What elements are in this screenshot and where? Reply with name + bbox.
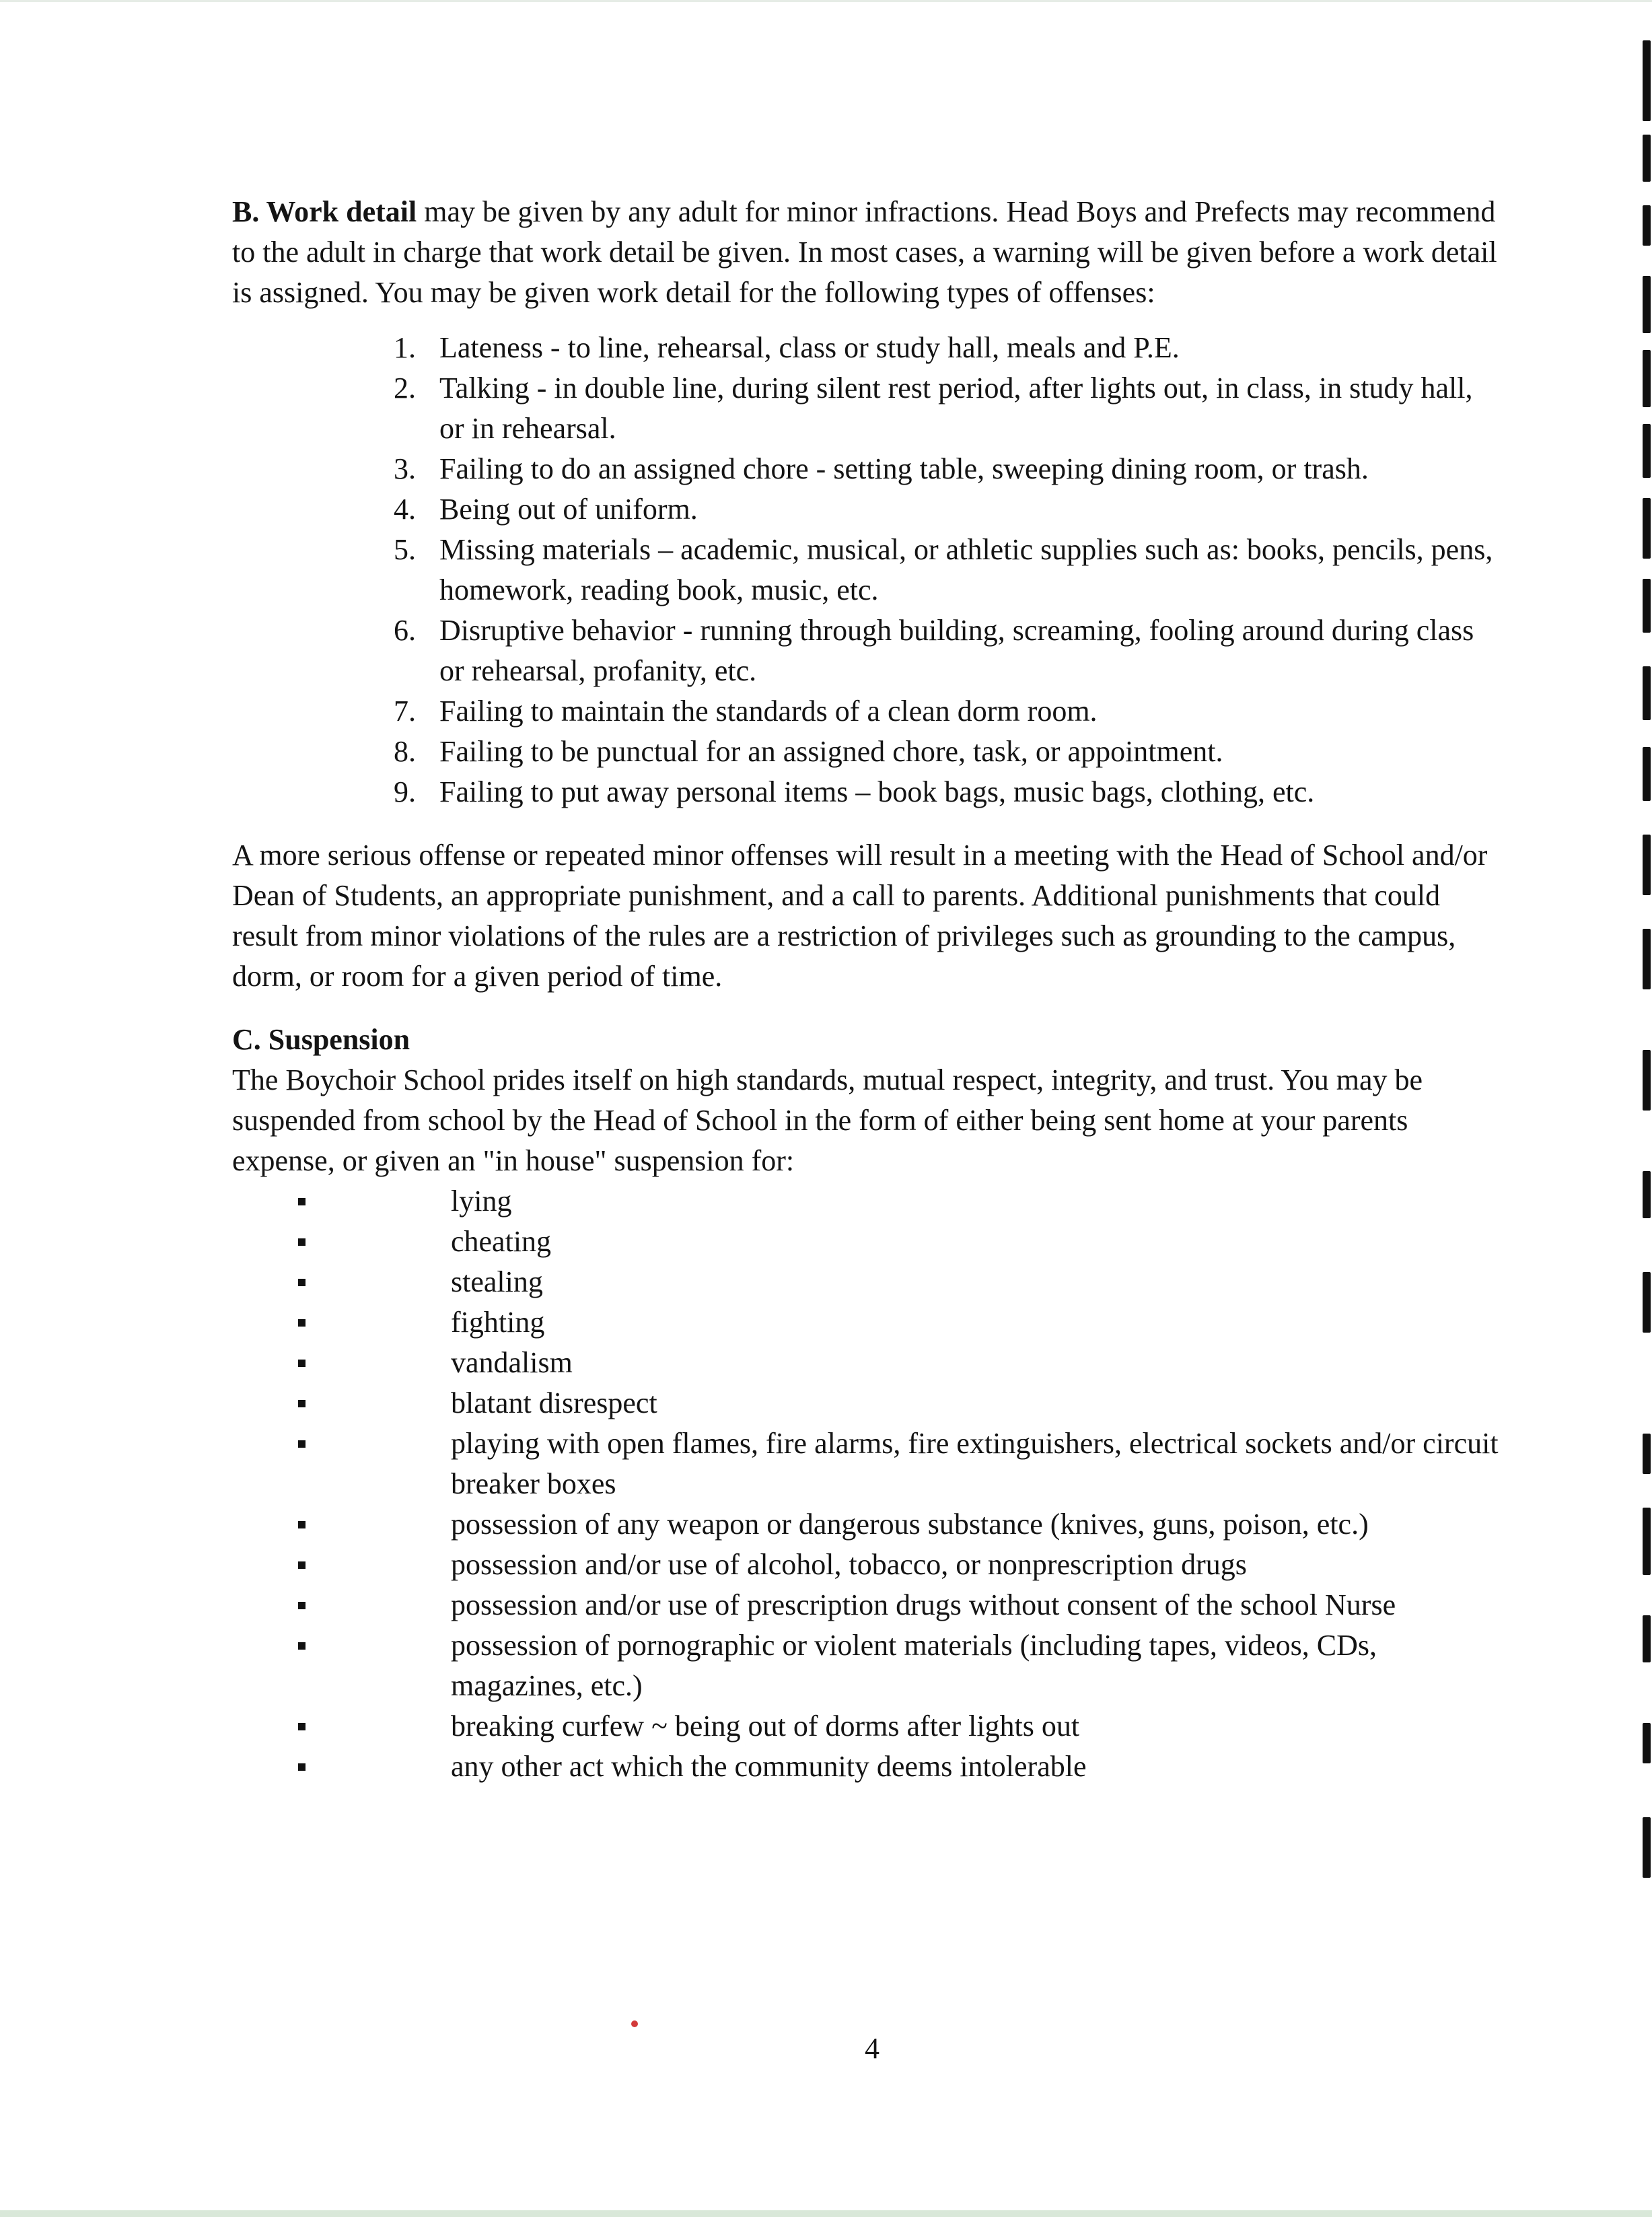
- suspension-item: [232, 1262, 1504, 1302]
- offense-number: 4.: [394, 493, 416, 526]
- suspension-item: [232, 1302, 1504, 1343]
- square-bullet-icon: [298, 1360, 306, 1367]
- offense-text: Failing to maintain the standards of a clean dorm room.: [439, 695, 1098, 728]
- work-detail-intro: may be given by any adult for minor infractions. Head Boys and Prefects may recommend to the adult in charge that work detail be given. In most cases, a warning will be given before a work detail is assigned. You may be given work detail for the following types of offenses:: [232, 195, 1497, 309]
- square-bullet-icon: [298, 1642, 306, 1650]
- suspension-text: lying: [451, 1185, 512, 1218]
- suspension-text: fighting: [451, 1306, 545, 1339]
- offense-item: [232, 610, 1504, 691]
- offense-number: 3.: [394, 452, 416, 485]
- offense-item: [232, 691, 1504, 732]
- work-detail-paragraph: [232, 192, 1504, 313]
- square-bullet-icon: [298, 1723, 306, 1730]
- offense-text: Failing to do an assigned chore - setting table, sweeping dining room, or trash.: [439, 452, 1369, 485]
- suspension-item: [232, 1585, 1504, 1625]
- suspension-item: [232, 1222, 1504, 1262]
- offense-number: 5.: [394, 533, 416, 566]
- offense-item: [232, 328, 1504, 368]
- square-bullet-icon: [298, 1400, 306, 1407]
- square-bullet-icon: [298, 1198, 306, 1205]
- suspension-item: [232, 1181, 1504, 1222]
- offense-text: Being out of uniform.: [439, 493, 698, 526]
- suspension-text: breaking curfew ~ being out of dorms after lights out: [451, 1710, 1080, 1743]
- page-content: [232, 192, 1504, 1787]
- square-bullet-icon: [298, 1521, 306, 1528]
- offense-item: [232, 530, 1504, 610]
- suspension-text: stealing: [451, 1265, 543, 1298]
- suspension-item: [232, 1625, 1504, 1706]
- suspension-text: possession of pornographic or violent materials (including tapes, videos, CDs, magazines, etc.): [451, 1629, 1377, 1702]
- page-number: 4: [865, 2032, 879, 2065]
- suspension-text: cheating: [451, 1225, 552, 1258]
- offense-item: [232, 772, 1504, 812]
- offense-item: [232, 449, 1504, 489]
- square-bullet-icon: [298, 1561, 306, 1569]
- offense-number: 9.: [394, 775, 416, 808]
- offense-item: [232, 732, 1504, 772]
- suspension-item: [232, 1383, 1504, 1423]
- suspension-text: playing with open flames, fire alarms, fire extinguishers, electrical sockets and/or circuit breaker boxes: [451, 1427, 1499, 1500]
- suspension-item: [232, 1545, 1504, 1585]
- square-bullet-icon: [298, 1763, 306, 1771]
- offense-number: 6.: [394, 614, 416, 647]
- suspension-text: possession of any weapon or dangerous substance (knives, guns, poison, etc.): [451, 1508, 1369, 1541]
- work-detail-heading: B. Work detail: [232, 195, 417, 228]
- suspension-text: vandalism: [451, 1346, 573, 1379]
- suspension-item: [232, 1504, 1504, 1545]
- offense-number: 1.: [394, 331, 416, 364]
- bottom-edge: [0, 2210, 1652, 2217]
- suspension-list: [232, 1181, 1504, 1787]
- offense-text: Lateness - to line, rehearsal, class or study hall, meals and P.E.: [439, 331, 1180, 364]
- offense-list: [232, 328, 1504, 812]
- suspension-item: [232, 1706, 1504, 1747]
- suspension-text: possession and/or use of prescription drugs without consent of the school Nurse: [451, 1588, 1396, 1621]
- offense-number: 2.: [394, 372, 416, 404]
- offense-text: Missing materials – academic, musical, or athletic supplies such as: books, pencils, pens, homework, reading book, music, etc.: [439, 533, 1493, 606]
- ink-speck: [631, 2020, 638, 2027]
- suspension-text: any other act which the community deems intolerable: [451, 1750, 1087, 1783]
- suspension-text: blatant disrespect: [451, 1386, 657, 1419]
- suspension-item: [232, 1747, 1504, 1787]
- square-bullet-icon: [298, 1602, 306, 1609]
- offense-item: [232, 368, 1504, 449]
- suspension-item: [232, 1423, 1504, 1504]
- suspension-intro: The Boychoir School prides itself on high standards, mutual respect, integrity, and trust. You may be suspended from school by the Head of School in the form of either being sent home at your parents expense, or given an "in house" suspension for:: [232, 1063, 1423, 1177]
- top-edge: [0, 0, 1652, 2]
- offense-item: [232, 489, 1504, 530]
- suspension-item: [232, 1343, 1504, 1383]
- square-bullet-icon: [298, 1319, 306, 1327]
- offense-number: 8.: [394, 735, 416, 768]
- binding-holes: [1637, 0, 1652, 2217]
- offense-text: Talking - in double line, during silent rest period, after lights out, in class, in study hall, or in rehearsal.: [439, 372, 1473, 445]
- offense-text: Failing to be punctual for an assigned chore, task, or appointment.: [439, 735, 1223, 768]
- square-bullet-icon: [298, 1279, 306, 1286]
- square-bullet-icon: [298, 1238, 306, 1246]
- serious-offense-paragraph: A more serious offense or repeated minor offenses will result in a meeting with the Head of School and/or Dean of Students, an appropriate punishment, and a call to parents. Additional punishments that could result from minor violations of the rules are a restriction of privileges such as grounding to the campus, dorm, or room for a given period of time.: [232, 839, 1488, 993]
- offense-text: Disruptive behavior - running through building, screaming, fooling around during class or rehearsal, profanity, etc.: [439, 614, 1474, 687]
- offense-number: 7.: [394, 695, 416, 728]
- offense-text: Failing to put away personal items – book bags, music bags, clothing, etc.: [439, 775, 1315, 808]
- suspension-text: possession and/or use of alcohol, tobacco, or nonprescription drugs: [451, 1548, 1247, 1581]
- square-bullet-icon: [298, 1440, 306, 1448]
- suspension-heading: C. Suspension: [232, 1023, 410, 1056]
